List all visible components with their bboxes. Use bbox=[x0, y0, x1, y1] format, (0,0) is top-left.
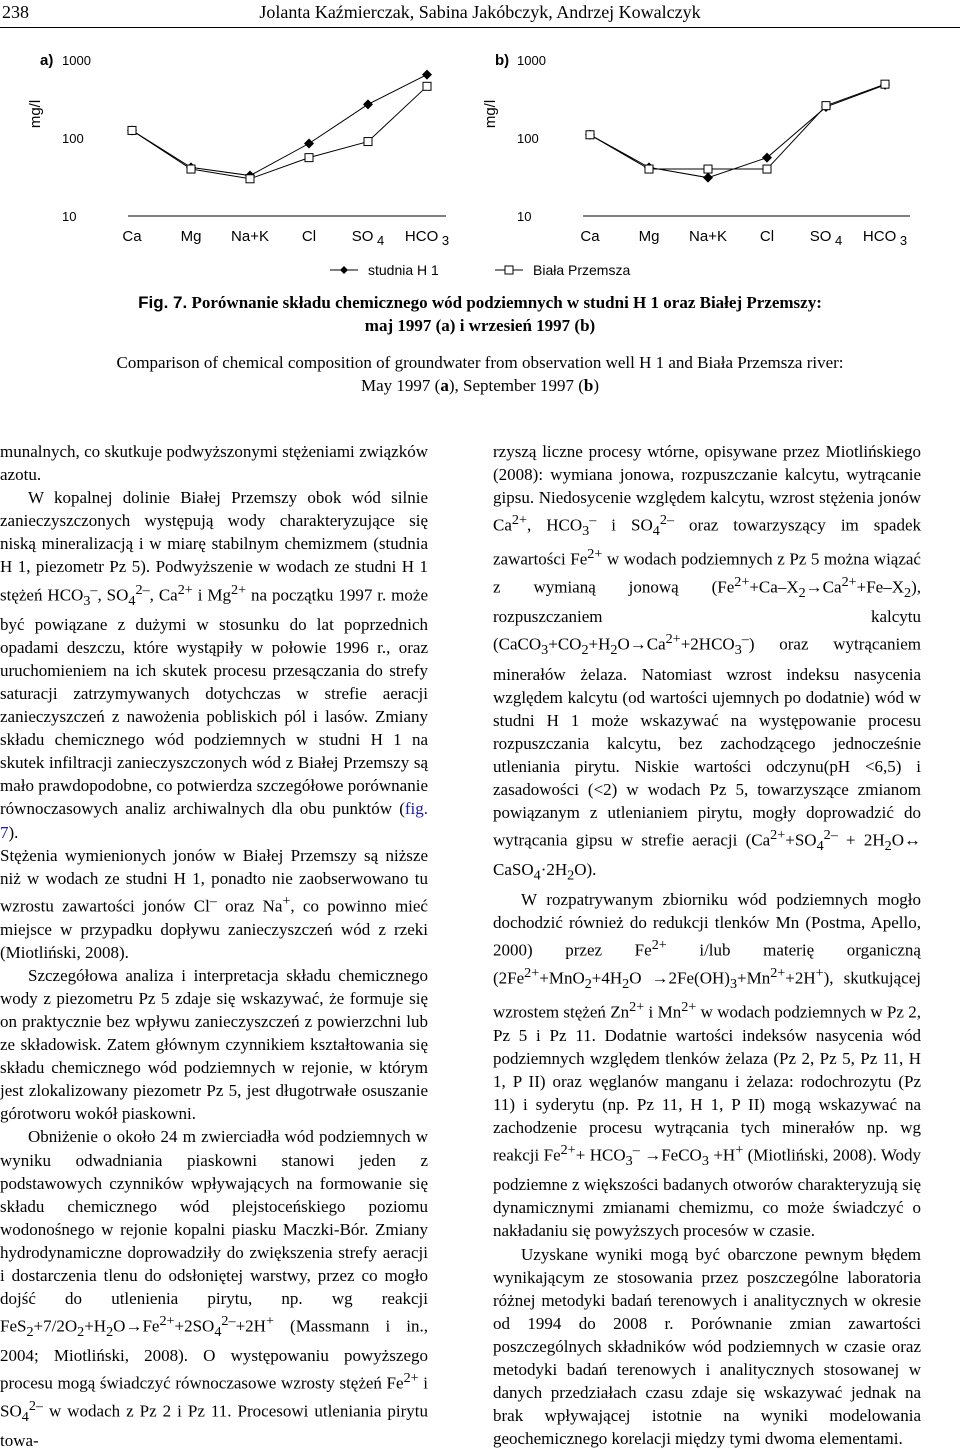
caption-english bbox=[20, 351, 940, 397]
x-tick-label: SO 4 bbox=[351, 228, 385, 248]
x-tick-label: Na+K bbox=[689, 228, 727, 245]
paragraph: W kopalnej dolinie Białej Przemszy obok wód silnie zanieczyszczonych występują wody charakteryzujące się niską mineralizacją i w miarę stabilnym chemizmem (studnia H 1, piezometr Pz 5). Podwyższenie w wodach ze studni H 1 stężeń $HCO_3^-$, $SO_4^{2-}$, $Ca^{2+}$ i $Mg^{2+}$ na początku 1997 r. może być powiązane z dużymi w stosunku do lat poprzednich opadami deszczu, które wystąpiły w połowie 1996 r., oraz uruchomieniem na ich skutek procesu przesączania do strefy saturacji zatrzymywanych dotychczas w strefie aeracji zanieczyszczeń z nawożenia pobliskich pól i lasów. Zmiany składu chemicznego wód podziemnych w studni H 1 na skutek infiltracji zanieczyszczonych wód z Białej Przemszy są mało prawdopodobne, co potwierdza szczegółowe porównanie równoczasowych analiz archiwalnych dla obu punktów (fig. 7). bbox=[0, 488, 428, 842]
y-tick-label: 100 bbox=[517, 131, 539, 146]
y-tick-label: 100 bbox=[62, 131, 84, 146]
data-point bbox=[363, 99, 373, 109]
x-tick-label: HCO 3 bbox=[404, 228, 450, 248]
y-tick-label: 10 bbox=[517, 209, 532, 224]
x-tick-label: Na+K bbox=[231, 228, 269, 245]
data-point bbox=[364, 138, 372, 146]
data-point bbox=[822, 102, 830, 110]
running-header bbox=[0, 0, 960, 26]
legend-marker bbox=[340, 266, 348, 274]
caption-en-text: ) bbox=[593, 376, 599, 395]
series-line bbox=[132, 86, 427, 178]
panel-label: b) bbox=[495, 52, 510, 69]
paragraph: Obniżenie o około 24 m zwierciadła wód podziemnych w wyniku odwadniania piaskowni stanowi jeden z podstawowych czynników wpływających na formowanie się składu chemicznego wód plejstoceńskiego poziomu wodonośnego w rejonie kopalni piasku Maczki-Bór. Zmiany hydrodynamiczne doprowadziły do zwiększenia strefy aeracji i dostarczenia tlenu do odsłoniętej warstwy, przez co mogło dojść do utlenienia pirytu, np. wg reakcji $FeS_2+7/2O_2+H_2O\to Fe^{2+}+2SO_4^{2-}+2H^+$ (Massmann i in., 2004; Miotliński, 2008). O występowaniu powyższego procesu mogą świadczyć równoczasowe wzrosty stężeń $Fe^{2+}$ i $SO_4^{2-}$ w wodach z Pz 2 i Pz 11. Procesowi utleniania pirytu towa- bbox=[0, 1127, 428, 1451]
figure-7-charts bbox=[0, 36, 960, 284]
paragraph: W rozpatrywanym zbiorniku wód podziemnych mogło dochodzić również do redukcji tlenków Mn (Postma, Apello, 2000) przez $Fe^{2+}$ i/lub materię organiczną $(2Fe^{2+}+MnO_2+4H_2O \to 2Fe(OH)_3+Mn^{2+}+2H^+)$, skutkującej wzrostem stężeń $Zn^{2+}$ i $Mn^{2+}$ w wodach podziemnych w Pz 2, Pz 5 i Pz 11. Dodatnie wartości indeksów nasycenia wód podziemnych względem tlenków żelaza (Pz 2, Pz 5, Pz 11, H 1, P II) oraz węglanów manganu i żelaza: rodochrozytu (Pz 11) i syderytu (np. Pz 11, H 1, P II) mogą wskazywać na zachodzenie procesu wytrącania tych minerałów np. wg reakcji $Fe^{2+}+ HCO_3^-$ →FeCO$_3$ +H+ (Miotliński, 2008). Wody podziemne z większości badanych otworów charakteryzują się dynamicznymi zmianami chemizmu, co może świadczyć o nakładaniu się powyższych procesów w czasie. bbox=[493, 889, 922, 1241]
x-tick-label: SO 4 bbox=[809, 228, 843, 248]
x-tick-label: Mg bbox=[180, 228, 202, 245]
paragraph: Stężenia wymienionych jonów w Białej Przemszy są niższe niż w wodach ze studni H 1, ponadto nie zaobserwowano tu wzrostu zawartości jonów Cl– oraz Na+, co powinno mieć miejsce w przypadku dopływu zanieczyszczeń wód z rzeki (Miotliński, 2008). bbox=[0, 845, 428, 962]
legend-marker bbox=[505, 266, 513, 274]
legend-label: Biała Przemsza bbox=[533, 262, 631, 278]
caption-pl-line1: Porównanie składu chemicznego wód podziemnych w studni H 1 oraz Białej Przemszy: bbox=[191, 293, 822, 312]
caption-polish bbox=[20, 291, 940, 337]
caption-en-b: b bbox=[583, 376, 594, 395]
chart-panel-a bbox=[27, 52, 449, 248]
y-axis-label: mg/l bbox=[27, 99, 44, 129]
y-tick-label: 10 bbox=[62, 209, 77, 224]
x-tick-label: Ca bbox=[580, 228, 600, 245]
caption-en-line1: Comparison of chemical composition of groundwater from observation well H 1 and Biała Przemsza river: bbox=[116, 353, 844, 372]
data-point bbox=[128, 126, 136, 134]
data-point bbox=[704, 165, 712, 173]
caption-en-a: a bbox=[440, 376, 449, 395]
page-number: 238 bbox=[2, 2, 29, 22]
header-authors: Jolanta Kaźmierczak, Sabina Jakóbczyk, Andrzej Kowalczyk bbox=[259, 2, 701, 22]
data-point bbox=[422, 70, 432, 80]
x-tick-label: Cl bbox=[759, 228, 775, 245]
figure-reference-link[interactable]: fig. 7 bbox=[0, 799, 428, 842]
data-point bbox=[423, 82, 431, 90]
right-column bbox=[493, 440, 921, 1450]
series-line bbox=[590, 84, 885, 169]
figure-caption bbox=[20, 291, 940, 397]
chart-panel-b bbox=[482, 52, 910, 248]
series-line bbox=[590, 85, 885, 178]
data-point bbox=[305, 154, 313, 162]
data-point bbox=[763, 165, 771, 173]
caption-en-text: May 1997 ( bbox=[361, 376, 441, 395]
caption-en-text: ), September 1997 ( bbox=[448, 376, 584, 395]
data-point bbox=[246, 175, 254, 183]
data-point bbox=[586, 131, 594, 139]
legend-label: studnia H 1 bbox=[368, 262, 439, 278]
chart-legend bbox=[330, 262, 630, 278]
series-line bbox=[132, 75, 427, 176]
header-rule bbox=[0, 27, 960, 28]
x-tick-label: HCO 3 bbox=[862, 228, 908, 248]
y-tick-label: 1000 bbox=[62, 53, 91, 68]
x-tick-label: Cl bbox=[301, 228, 317, 245]
paragraph: rzyszą liczne procesy wtórne, opisywane przez Miotlińskiego (2008): wymiana jonowa, rozpuszczanie kalcytu, wytrącanie gipsu. Niedosycenie względem kalcytu, wzrost stężenia jonów $Ca^{2+}$, $HCO_3^-$ i $SO_4^{2-}$ oraz towarzyszący im spadek zawartości $Fe^{2+}$ w wodach podziemnych z Pz 5 można wiązać z wymianą jonową $(Fe^{2+}+Ca-X_2\to Ca^{2+}+Fe-X_2)$, rozpuszczaniem kalcytu $(CaCO_3+CO_2+H_2O\to Ca^{2+}+2HCO_3^-)$ oraz wytrącaniem minerałów żelaza. Natomiast wzrost indeksu nasycenia względem kalcytu (od wartości ujemnych po dodatnie) wód w studni H 1 może wskazywać na występowanie procesu rozpuszczania kalcytu, bez zachodzącego jednocześnie utleniania pirytu. Niskie wartości odczynu(pH <6,5) i zasadowości (<2) w wodach Pz 5, towarzyszące zmianom powiązanym z utlenianiem pirytu, mogły doprowadzić do wytrącania gipsu w strefie aeracji ($Ca^{2+}+SO_4^{2-}$ + $2H_2O\leftrightarrow$ $CaSO_4\cdot 2H_2O$). bbox=[493, 442, 921, 884]
data-point bbox=[304, 139, 314, 149]
caption-label: Fig. 7. bbox=[138, 293, 188, 312]
paragraph: Uzyskane wyniki mogą być obarczone pewnym błędem wynikającym ze stosowania przez poszczególne laboratoria różnej metodyki badań terenowych i analitycznych w okresie od 1994 do 2008 r. Porównanie zmian zawartości poszczególnych składników wód podziemnych w czasie oraz metodyki badań terenowych i analitycznych stosowanej w danych przedziałach czasu zdaje się wskazywać jednak na brak wpływającej istotnie na wyniki modelowania geochemicznego korelacji między tymi dwoma elementami. bbox=[493, 1244, 921, 1449]
left-column bbox=[0, 440, 428, 1452]
data-point bbox=[703, 173, 713, 183]
x-tick-label: Mg bbox=[638, 228, 660, 245]
data-point bbox=[881, 80, 889, 88]
paragraph: munalnych, co skutkuje podwyższonymi stężeniami związków azotu. bbox=[0, 442, 428, 485]
caption-pl-line2: maj 1997 (a) i wrzesień 1997 (b) bbox=[364, 316, 596, 335]
x-tick-label: Ca bbox=[122, 228, 142, 245]
panel-label: a) bbox=[40, 52, 54, 69]
y-axis-label: mg/l bbox=[482, 99, 499, 129]
paragraph: Szczegółowa analiza i interpretacja składu chemicznego wody z piezometru Pz 5 zdaje się wskazywać, że formuje się on praktycznie bez wpływu zanieczyszczeń z powierzchni lub ze składowisk. Zatem głównym czynnikiem kształtowania się składu chemicznego wód podziemnych w rejonie, w którym jest zlokalizowany piezometr Pz 5, jest długotrwałe osuszanie górotworu wokół piaskowni. bbox=[0, 965, 428, 1124]
data-point bbox=[645, 165, 653, 173]
data-point bbox=[187, 165, 195, 173]
y-tick-label: 1000 bbox=[517, 53, 546, 68]
